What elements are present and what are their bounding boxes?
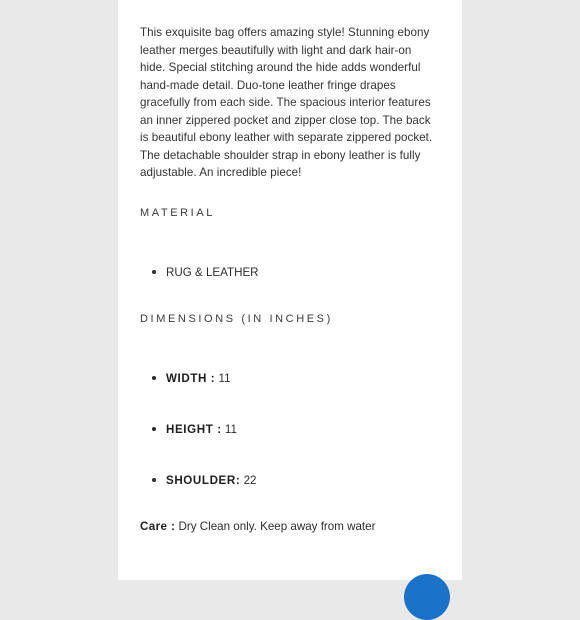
dimension-label: WIDTH : (166, 372, 216, 385)
care-text: Dry Clean only. Keep away from water (178, 520, 376, 533)
dimension-item-shoulder (152, 474, 256, 487)
dimension-value: 11 (218, 372, 231, 385)
material-item (152, 266, 259, 279)
care-label: Care : (140, 520, 176, 533)
bullet-icon (152, 427, 156, 431)
dimension-value: 11 (224, 423, 237, 436)
dimensions-heading: DIMENSIONS (IN INCHES) (140, 313, 333, 325)
dimension-label: HEIGHT : (166, 423, 222, 436)
product-details-card (118, 0, 462, 580)
chat-button[interactable] (404, 574, 450, 620)
dimension-label: SHOULDER: (166, 474, 241, 487)
bullet-icon (152, 376, 156, 380)
material-item-label: RUG & LEATHER (166, 266, 259, 279)
care-instructions (140, 520, 375, 533)
bullet-icon (152, 478, 156, 482)
dimension-item-width (152, 372, 231, 385)
description-text: This exquisite bag offers amazing style! Stunning ebony leather merges beautifully with light and dark hair-on hide. Special stitching around the hide adds wonderful hand-made detail. Duo-tone leather fringe drapes gracefully from each side. The spacious interior features an inner zippered pocket and zipper close top. The back is beautiful ebony leather with separate zippered pocket. The detachable shoulder strap in ebony leather is fully adjustable. An incredible piece! (140, 26, 433, 179)
product-description (140, 24, 440, 182)
material-heading: MATERIAL (140, 207, 215, 219)
dimension-item-height (152, 423, 237, 436)
bullet-icon (152, 270, 156, 274)
dimension-value: 22 (243, 474, 257, 487)
